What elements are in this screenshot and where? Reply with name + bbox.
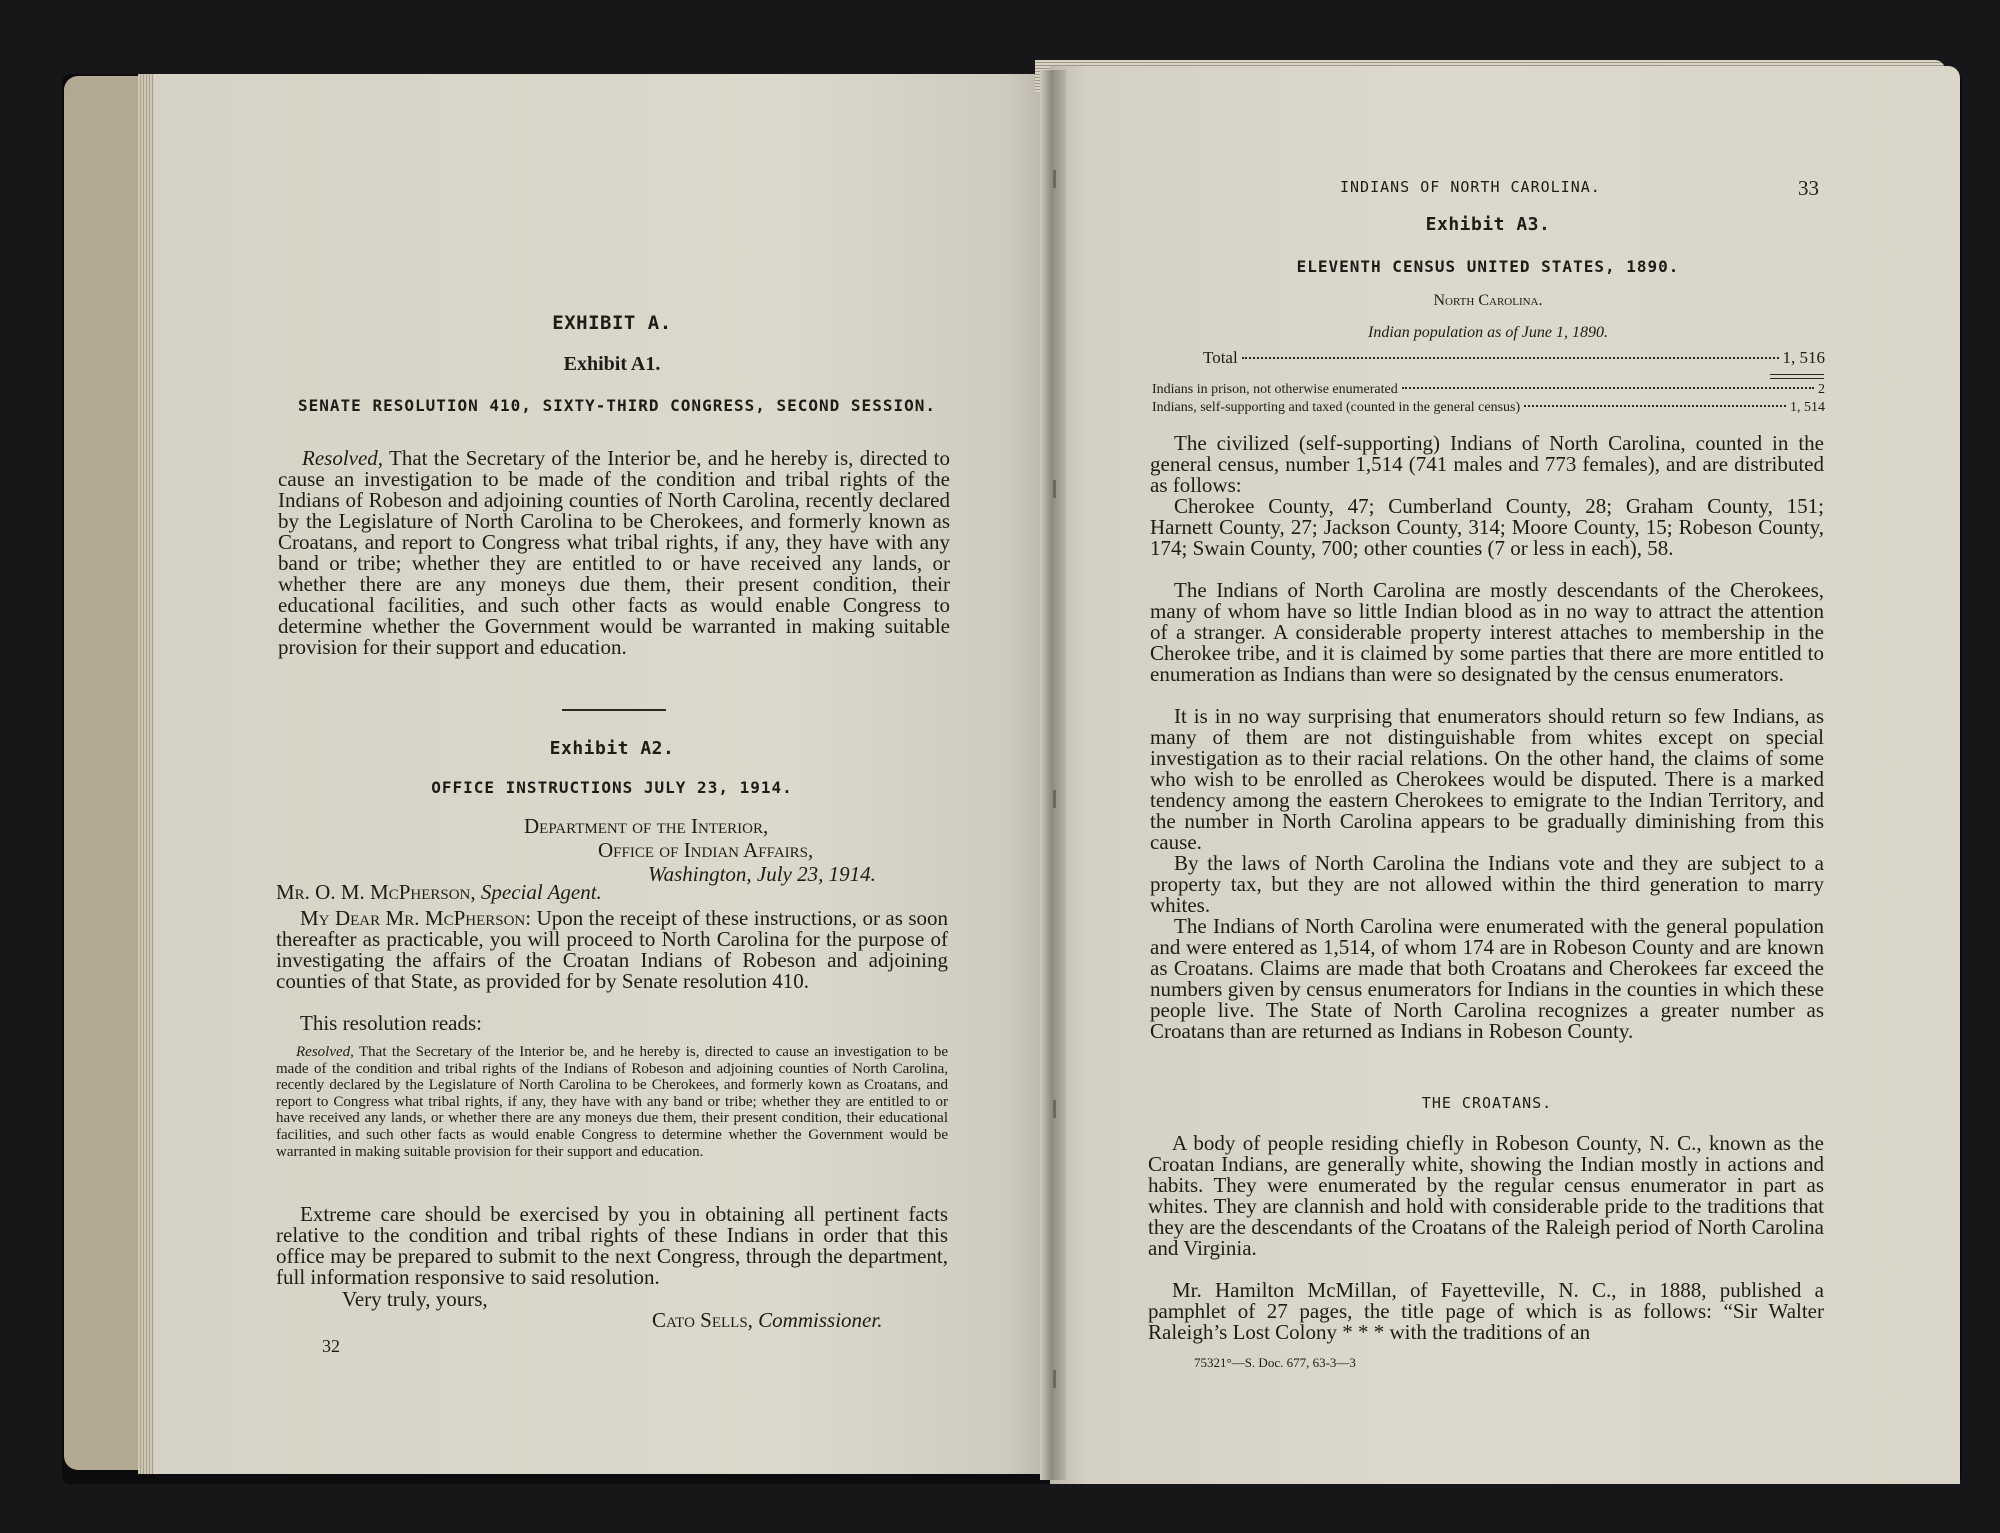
binding-stitch	[1053, 170, 1056, 188]
paragraph-enumerated: The Indians of North Carolina were enumerated with the general population and were entered as 1,514, of whom 174 are in Robeson County and are known as Croatans. Claims are made that both Croatans and Cherokees far exceed the numbers given by census enumerators for Indians in the counties in which these people live. The State of North Carolina recognizes a greater number as Croatans than are returned as Indians in Robeson County.	[1150, 914, 1824, 1043]
page-footer-note: 75321°—S. Doc. 677, 63-3—3	[1194, 1355, 1356, 1370]
closing-paragraph: Extreme care should be exercised by you in obtaining all pertinent facts relative to the condition and tribal rights of these Indians in order that this office may be prepared to submit to the next Congress, through the department, full information responsive to said resolution.	[276, 1202, 948, 1289]
taxed-row	[1152, 400, 1825, 416]
total-value: 1, 516	[1782, 348, 1825, 367]
total-rule	[1770, 378, 1824, 379]
book-gutter	[1040, 70, 1066, 1480]
letter-body-text: Upon the receipt of these instructions, or as soon thereafter as practicable, you will proceed to North Carolina for the purpose of investigating the affairs of the Croatan Indians of Robeson and adjoining counties of that State, as provided for by Senate resolution 410.	[276, 906, 949, 993]
binding-stitch	[1053, 790, 1056, 808]
paragraph-enumerators: It is in no way surprising that enumerators should return so few Indians, as many of them are not distinguishable from whites except on special investigation as to their racial relations. On the other hand, the claims of some who wish to be enrolled as Cherokees would be disputed. There is a marked tendency among the eastern Cherokees to emigrate to the Indian Territory, and the number in North Carolina appears to be gradually diminishing from this cause.	[1150, 704, 1824, 854]
exhibit-a1-heading: Exhibit A1.	[563, 353, 661, 375]
letter-date: Washington, July 23, 1914.	[648, 862, 876, 886]
department-line: Department of the Interior,	[524, 814, 769, 838]
paragraph-counties: Cherokee County, 47; Cumberland County, 28; Graham County, 151; Harnett County, 27; Jackson County, 314; Moore County, 15; Robeson County, 174; Swain County, 700; other counties (7 or less in each), 58.	[1150, 494, 1824, 560]
letter-body	[276, 908, 948, 992]
paragraph-laws: By the laws of North Carolina the Indians vote and they are subject to a property tax, but they are not allowed within the third generation to marry whites.	[1150, 851, 1824, 917]
addressee-title: Special Agent.	[480, 880, 602, 904]
section-divider	[562, 709, 666, 711]
resolution-body: That the Secretary of the Interior be, and he hereby is, directed to cause an investigation to be made of the condition and tribal rights of the Indians of Robeson and adjoining counties of North Carolina, recently declared by the Legislature of North Carolina to be Cherokees, and formerly known as Croatans, and report to Congress what tribal rights, if any, they have with any band or tribe; whether they are entitled to or have received any lands, or whether there are any moneys due them, their present condition, their educational facilities, and such other facts as would enable Congress to determine whether the Government would be warranted in making suitable provision for their support and education.	[278, 446, 950, 659]
taxed-value: 1, 514	[1790, 400, 1825, 415]
taxed-label: Indians, self-supporting and taxed (counted in the general census)	[1152, 400, 1521, 415]
exhibit-a2-heading: Exhibit A2.	[549, 738, 675, 759]
addressee-line	[276, 882, 956, 903]
prison-label: Indians in prison, not otherwise enumerated	[1152, 382, 1398, 397]
binding-stitch	[1053, 1100, 1056, 1118]
resolved-lead: Resolved,	[302, 446, 384, 470]
paragraph-croatans: A body of people residing chiefly in Robeson County, N. C., known as the Croatan Indians, are generally white, showing the Indian mostly in actions and habits. They were enumerated by the regular census enumerator in part as whites. They are clannish and hold with considerable pride to the traditions that they are the descendants of the Croatans of the Raleigh period of North Carolina and Virginia.	[1148, 1131, 1824, 1260]
total-row	[1203, 348, 1825, 368]
dot-leader	[1524, 405, 1786, 407]
quoted-resolution-text: That the Secretary of the Interior be, and he hereby is, directed to cause an investigation to be made of the condition and tribal rights of the Indians of Robeson and adjoining counties of North Carolina, recently declared by the Legislature of North Carolina to be Cherokees, and formerly kown as Croatans, and report to Congress what tribal rights, if any, they have with any band or tribe; whether they are entitled to or have received any lands, or whether there are any moneys due them, their present condition, their educational facilities, and such other facts as would enable Congress to determine whether the Government would be warranted in making suitable provision for their support and education.	[276, 1044, 948, 1160]
croatans-heading: THE CROATANS.	[1421, 1094, 1553, 1112]
resolution-reads: This resolution reads:	[300, 1011, 482, 1035]
office-line: Office of Indian Affairs,	[598, 838, 814, 862]
paragraph-descendants: The Indians of North Carolina are mostly descendants of the Cherokees, many of whom have so little Indian blood as in no way to attract the attention of a stranger. A considerable property interest attaches to membership in the Cherokee tribe, and it is claimed by some parties that there are more entitled to enumeration as Indians than were so designated by the census enumerators.	[1150, 578, 1824, 686]
exhibit-a-heading: EXHIBIT A.	[552, 312, 672, 334]
exhibit-a3-heading: Exhibit A3.	[1425, 214, 1551, 235]
signature-line	[652, 1310, 972, 1331]
total-rule	[1770, 374, 1824, 375]
signer-name: Cato Sells,	[652, 1308, 753, 1332]
senate-resolution-title: SENATE RESOLUTION 410, SIXTY-THIRD CONGRESS, SECOND SESSION.	[298, 396, 936, 415]
left-page-number: 32	[322, 1336, 340, 1356]
binding-stitch	[1053, 1370, 1056, 1388]
quoted-resolution	[276, 1044, 948, 1160]
senate-resolution-text	[278, 448, 950, 658]
dot-leader	[1242, 357, 1779, 359]
signer-title: Commissioner.	[758, 1308, 883, 1332]
prison-row	[1152, 382, 1825, 398]
census-state: North Carolina.	[1433, 292, 1543, 309]
dot-leader	[1402, 387, 1814, 389]
binding-stitch	[1053, 480, 1056, 498]
paragraph-mcmillan: Mr. Hamilton McMillan, of Fayetteville, N. C., in 1888, published a pamphlet of 27 pages, the title page of which is as follows: “Sir Walter Raleigh’s Lost Colony * * * with the traditions of an	[1148, 1278, 1824, 1344]
running-head: INDIANS OF NORTH CAROLINA.	[1340, 178, 1601, 196]
page-edges	[138, 74, 154, 1474]
census-subtitle: Indian population as of June 1, 1890.	[1368, 324, 1608, 341]
addressee-name: Mr. O. M. McPherson,	[276, 880, 476, 904]
quoted-resolved-lead: Resolved,	[296, 1044, 354, 1060]
right-page-number: 33	[1798, 176, 1819, 200]
closing-line: Very truly, yours,	[342, 1287, 488, 1311]
salutation: My Dear Mr. McPherson:	[300, 906, 532, 930]
paragraph-civilized: The civilized (self-supporting) Indians of North Carolina, counted in the general census, number 1,514 (741 males and 773 females), and are distributed as follows:	[1150, 431, 1824, 497]
total-label: Total	[1203, 348, 1238, 367]
census-title: ELEVENTH CENSUS UNITED STATES, 1890.	[1296, 257, 1680, 276]
office-instructions-title: OFFICE INSTRUCTIONS JULY 23, 1914.	[431, 778, 793, 797]
prison-value: 2	[1818, 382, 1825, 397]
